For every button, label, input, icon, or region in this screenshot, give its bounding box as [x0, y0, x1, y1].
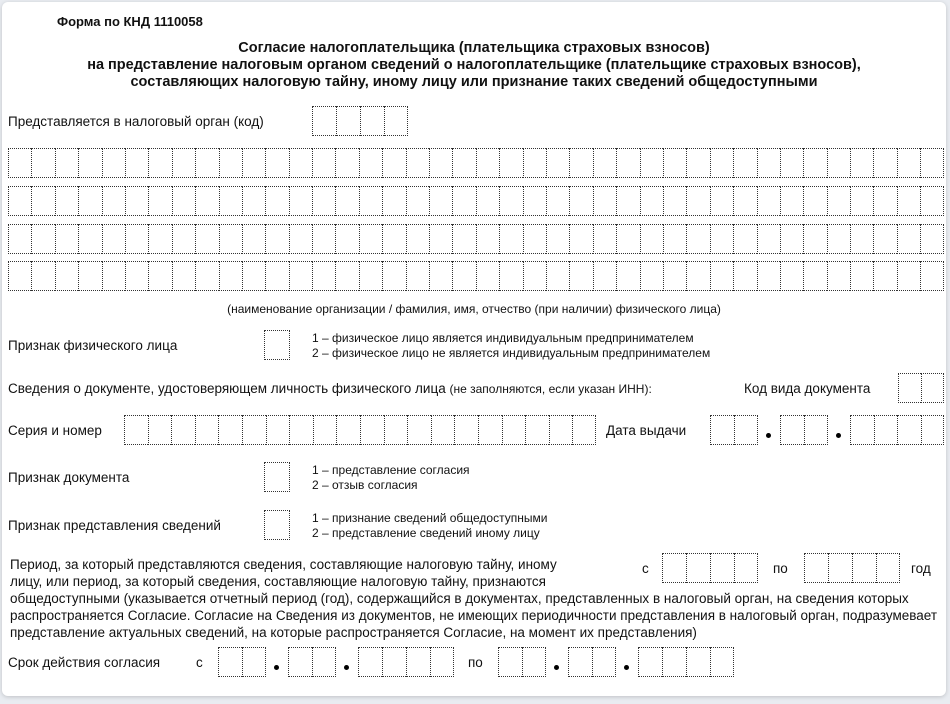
- input-cell[interactable]: [382, 261, 405, 291]
- input-cell[interactable]: [780, 148, 803, 178]
- input-cell[interactable]: [803, 261, 826, 291]
- input-cell[interactable]: [710, 647, 734, 677]
- input-cell[interactable]: [31, 148, 54, 178]
- input-cell[interactable]: [710, 553, 734, 583]
- input-cell[interactable]: [640, 148, 663, 178]
- input-cell[interactable]: [266, 415, 290, 445]
- input-cell[interactable]: [873, 186, 896, 216]
- validity-to-separator-1: [554, 665, 559, 670]
- input-cell[interactable]: [384, 415, 408, 445]
- input-cell[interactable]: [335, 224, 358, 254]
- input-cell[interactable]: [406, 224, 429, 254]
- input-cell[interactable]: [55, 148, 78, 178]
- input-cell[interactable]: [478, 415, 502, 445]
- input-cell[interactable]: [850, 415, 874, 445]
- validity-from-month[interactable]: [288, 647, 336, 677]
- input-cell[interactable]: [406, 261, 429, 291]
- individual-flag-field[interactable]: [264, 330, 290, 360]
- validity-from-label: с: [196, 655, 203, 670]
- input-cell[interactable]: [218, 415, 242, 445]
- input-cell[interactable]: [336, 415, 360, 445]
- input-cell[interactable]: [757, 224, 780, 254]
- input-cell[interactable]: [852, 553, 876, 583]
- input-cell[interactable]: [522, 647, 546, 677]
- input-cell[interactable]: [148, 148, 171, 178]
- input-cell[interactable]: [662, 553, 686, 583]
- input-cell[interactable]: [289, 261, 312, 291]
- input-cell[interactable]: [897, 148, 920, 178]
- input-cell[interactable]: [265, 148, 288, 178]
- input-cell[interactable]: [384, 106, 408, 136]
- input-cell[interactable]: [523, 186, 546, 216]
- org-name-caption: (наименование организации / фамилия, имя, отчество (при наличии) физического лица): [227, 302, 721, 316]
- input-cell[interactable]: [336, 106, 360, 136]
- input-cell[interactable]: [827, 261, 850, 291]
- input-cell[interactable]: [430, 647, 454, 677]
- input-cell[interactable]: [335, 261, 358, 291]
- input-cell[interactable]: [733, 261, 756, 291]
- input-cell[interactable]: [242, 186, 265, 216]
- input-cell[interactable]: [452, 148, 475, 178]
- series-number-field[interactable]: [124, 415, 596, 445]
- input-cell[interactable]: [55, 186, 78, 216]
- document-flag-option-1: 1 – представление согласия: [312, 463, 470, 477]
- validity-from-year[interactable]: [358, 647, 454, 677]
- input-cell[interactable]: [710, 186, 733, 216]
- input-cell[interactable]: [827, 148, 850, 178]
- input-cell[interactable]: [593, 186, 616, 216]
- org-name-row-2[interactable]: [8, 186, 944, 216]
- period-text-rest: общедоступными (указывается отчетный период (год), содержащийся в документах, представленных в налоговый орган, на сведения которых распространяется Согласие. Согласие на Сведения из документов, не имеющих периодичности представления в налоговый орган, подразумевает представление актуальных сведений, на которые распространяется Согласие, на момент их представления): [10, 591, 938, 640]
- input-cell[interactable]: [8, 224, 31, 254]
- input-cell[interactable]: [148, 186, 171, 216]
- tax-authority-label: Представляется в налоговый орган (код): [8, 114, 264, 129]
- input-cell[interactable]: [148, 224, 171, 254]
- input-cell[interactable]: [289, 415, 313, 445]
- input-cell[interactable]: [568, 647, 592, 677]
- input-cell[interactable]: [431, 415, 455, 445]
- disclosure-flag-field[interactable]: [264, 510, 290, 540]
- period-to-label: по: [773, 561, 788, 576]
- input-cell[interactable]: [616, 261, 639, 291]
- input-cell[interactable]: [102, 148, 125, 178]
- identity-doc-note: (не заполняются, если указан ИНН):: [449, 382, 652, 396]
- input-cell[interactable]: [827, 224, 850, 254]
- input-cell[interactable]: [686, 553, 710, 583]
- input-cell[interactable]: [172, 186, 195, 216]
- issue-date-month[interactable]: [780, 415, 828, 445]
- input-cell[interactable]: [920, 261, 943, 291]
- input-cell[interactable]: [734, 415, 758, 445]
- input-cell[interactable]: [757, 261, 780, 291]
- input-cell[interactable]: [429, 186, 452, 216]
- input-cell[interactable]: [264, 330, 290, 360]
- input-cell[interactable]: [219, 186, 242, 216]
- input-cell[interactable]: [898, 373, 921, 403]
- input-cell[interactable]: [803, 148, 826, 178]
- input-cell[interactable]: [663, 186, 686, 216]
- input-cell[interactable]: [476, 261, 499, 291]
- input-cell[interactable]: [219, 148, 242, 178]
- input-cell[interactable]: [78, 224, 101, 254]
- input-cell[interactable]: [920, 224, 943, 254]
- input-cell[interactable]: [172, 224, 195, 254]
- input-cell[interactable]: [288, 647, 312, 677]
- input-cell[interactable]: [406, 148, 429, 178]
- input-cell[interactable]: [476, 148, 499, 178]
- input-cell[interactable]: [592, 647, 616, 677]
- validity-label: Срок действия согласия: [8, 655, 161, 670]
- input-cell[interactable]: [335, 186, 358, 216]
- input-cell[interactable]: [828, 553, 852, 583]
- org-name-row-4[interactable]: [8, 261, 944, 291]
- input-cell[interactable]: [827, 186, 850, 216]
- input-cell[interactable]: [569, 261, 592, 291]
- input-cell[interactable]: [733, 224, 756, 254]
- individual-flag-label: Признак физического лица: [8, 338, 178, 353]
- input-cell[interactable]: [502, 415, 526, 445]
- input-cell[interactable]: [452, 261, 475, 291]
- period-text-line-2: лицу, или период, за который сведения, составляющие налоговую тайну, признаются: [10, 574, 546, 589]
- input-cell[interactable]: [125, 224, 148, 254]
- input-cell[interactable]: [850, 261, 873, 291]
- input-cell[interactable]: [569, 148, 592, 178]
- input-cell[interactable]: [195, 186, 218, 216]
- input-cell[interactable]: [382, 224, 405, 254]
- input-cell[interactable]: [523, 148, 546, 178]
- individual-flag-option-2: 2 – физическое лицо не является индивидуальным предпринимателем: [312, 346, 711, 360]
- form-code: Форма по КНД 1110058: [57, 14, 203, 29]
- input-cell[interactable]: [850, 186, 873, 216]
- input-cell[interactable]: [921, 415, 945, 445]
- input-cell[interactable]: [803, 224, 826, 254]
- input-cell[interactable]: [640, 261, 663, 291]
- input-cell[interactable]: [920, 186, 943, 216]
- input-cell[interactable]: [406, 186, 429, 216]
- input-cell[interactable]: [616, 148, 639, 178]
- period-from-year-field[interactable]: [662, 553, 758, 583]
- input-cell[interactable]: [195, 261, 218, 291]
- input-cell[interactable]: [78, 186, 101, 216]
- input-cell[interactable]: [686, 148, 709, 178]
- period-year-label: год: [911, 561, 931, 576]
- input-cell[interactable]: [546, 224, 569, 254]
- input-cell[interactable]: [242, 415, 266, 445]
- input-cell[interactable]: [662, 647, 686, 677]
- identity-doc-label-text: Сведения о документе, удостоверяющем личность физического лица: [8, 381, 446, 396]
- input-cell[interactable]: [499, 148, 522, 178]
- input-cell[interactable]: [499, 261, 522, 291]
- input-cell[interactable]: [593, 148, 616, 178]
- input-cell[interactable]: [358, 647, 382, 677]
- input-cell[interactable]: [452, 186, 475, 216]
- input-cell[interactable]: [289, 186, 312, 216]
- input-cell[interactable]: [264, 462, 290, 492]
- input-cell[interactable]: [803, 186, 826, 216]
- document-flag-option-2: 2 – отзыв согласия: [312, 478, 418, 492]
- form-sheet: [2, 2, 946, 696]
- period-description: [10, 556, 940, 641]
- input-cell[interactable]: [359, 186, 382, 216]
- input-cell[interactable]: [780, 261, 803, 291]
- input-cell[interactable]: [616, 186, 639, 216]
- input-cell[interactable]: [8, 261, 31, 291]
- input-cell[interactable]: [195, 415, 219, 445]
- input-cell[interactable]: [335, 148, 358, 178]
- input-cell[interactable]: [264, 510, 290, 540]
- input-cell[interactable]: [429, 261, 452, 291]
- input-cell[interactable]: [359, 148, 382, 178]
- input-cell[interactable]: [102, 186, 125, 216]
- input-cell[interactable]: [499, 224, 522, 254]
- input-cell[interactable]: [454, 415, 478, 445]
- input-cell[interactable]: [710, 415, 734, 445]
- input-cell[interactable]: [525, 415, 549, 445]
- input-cell[interactable]: [476, 224, 499, 254]
- input-cell[interactable]: [850, 148, 873, 178]
- input-cell[interactable]: [382, 148, 405, 178]
- input-cell[interactable]: [499, 186, 522, 216]
- input-cell[interactable]: [171, 415, 195, 445]
- org-name-row-1[interactable]: [8, 148, 944, 178]
- input-cell[interactable]: [638, 647, 662, 677]
- input-cell[interactable]: [663, 148, 686, 178]
- input-cell[interactable]: [312, 106, 336, 136]
- org-name-row-3[interactable]: [8, 224, 944, 254]
- input-cell[interactable]: [406, 647, 430, 677]
- input-cell[interactable]: [804, 553, 828, 583]
- input-cell[interactable]: [733, 148, 756, 178]
- input-cell[interactable]: [710, 148, 733, 178]
- input-cell[interactable]: [218, 647, 242, 677]
- input-cell[interactable]: [569, 186, 592, 216]
- input-cell[interactable]: [125, 261, 148, 291]
- validity-to-separator-2: [624, 665, 629, 670]
- input-cell[interactable]: [476, 186, 499, 216]
- input-cell[interactable]: [55, 224, 78, 254]
- input-cell[interactable]: [219, 224, 242, 254]
- input-cell[interactable]: [593, 261, 616, 291]
- input-cell[interactable]: [686, 647, 710, 677]
- input-cell[interactable]: [429, 148, 452, 178]
- title-line-3: составляющих налоговую тайну, иному лицу или признание таких сведений общедоступными: [130, 74, 818, 90]
- input-cell[interactable]: [873, 148, 896, 178]
- disclosure-flag-options: [312, 511, 547, 541]
- input-cell[interactable]: [546, 186, 569, 216]
- input-cell[interactable]: [125, 148, 148, 178]
- title-line-2: на представление налоговым органом сведений о налогоплательщике (плательщике страховых взносов),: [87, 57, 861, 73]
- input-cell[interactable]: [780, 224, 803, 254]
- input-cell[interactable]: [360, 106, 384, 136]
- input-cell[interactable]: [312, 148, 335, 178]
- individual-flag-option-1: 1 – физическое лицо является индивидуальным предпринимателем: [312, 331, 694, 345]
- validity-to-year[interactable]: [638, 647, 734, 677]
- validity-from-separator-2: [344, 665, 349, 670]
- disclosure-flag-label: Признак представления сведений: [8, 518, 221, 533]
- input-cell[interactable]: [78, 261, 101, 291]
- input-cell[interactable]: [523, 224, 546, 254]
- input-cell[interactable]: [873, 224, 896, 254]
- input-cell[interactable]: [242, 261, 265, 291]
- issue-date-separator-2: [836, 433, 841, 438]
- document-flag-options: [312, 463, 470, 493]
- input-cell[interactable]: [359, 261, 382, 291]
- input-cell[interactable]: [124, 415, 148, 445]
- input-cell[interactable]: [593, 224, 616, 254]
- doc-type-field[interactable]: [898, 373, 944, 403]
- input-cell[interactable]: [31, 186, 54, 216]
- input-cell[interactable]: [546, 148, 569, 178]
- validity-from-day[interactable]: [218, 647, 266, 677]
- issue-date-separator-1: [766, 433, 771, 438]
- input-cell[interactable]: [710, 261, 733, 291]
- input-cell[interactable]: [549, 415, 573, 445]
- input-cell[interactable]: [897, 261, 920, 291]
- input-cell[interactable]: [242, 148, 265, 178]
- input-cell[interactable]: [686, 224, 709, 254]
- input-cell[interactable]: [219, 261, 242, 291]
- validity-to-day[interactable]: [498, 647, 546, 677]
- input-cell[interactable]: [686, 186, 709, 216]
- input-cell[interactable]: [148, 415, 172, 445]
- input-cell[interactable]: [195, 224, 218, 254]
- input-cell[interactable]: [920, 148, 943, 178]
- disclosure-flag-option-1: 1 – признание сведений общедоступными: [312, 511, 548, 525]
- individual-flag-options: [312, 331, 710, 361]
- input-cell[interactable]: [102, 261, 125, 291]
- input-cell[interactable]: [382, 647, 406, 677]
- input-cell[interactable]: [312, 647, 336, 677]
- input-cell[interactable]: [8, 148, 31, 178]
- form-title: [2, 40, 946, 91]
- input-cell[interactable]: [312, 261, 335, 291]
- issue-date-day[interactable]: [710, 415, 758, 445]
- input-cell[interactable]: [640, 224, 663, 254]
- input-cell[interactable]: [897, 224, 920, 254]
- input-cell[interactable]: [757, 148, 780, 178]
- document-flag-field[interactable]: [264, 462, 290, 492]
- input-cell[interactable]: [382, 186, 405, 216]
- input-cell[interactable]: [523, 261, 546, 291]
- input-cell[interactable]: [359, 224, 382, 254]
- validity-from-separator-1: [274, 665, 279, 670]
- input-cell[interactable]: [897, 186, 920, 216]
- input-cell[interactable]: [710, 224, 733, 254]
- identity-doc-label: [8, 381, 652, 396]
- input-cell[interactable]: [874, 415, 898, 445]
- input-cell[interactable]: [265, 186, 288, 216]
- input-cell[interactable]: [242, 224, 265, 254]
- validity-to-label: по: [468, 655, 483, 670]
- input-cell[interactable]: [407, 415, 431, 445]
- input-cell[interactable]: [546, 261, 569, 291]
- input-cell[interactable]: [265, 224, 288, 254]
- input-cell[interactable]: [616, 224, 639, 254]
- input-cell[interactable]: [686, 261, 709, 291]
- input-cell[interactable]: [569, 224, 592, 254]
- period-text-line-1: Период, за который представляются сведения, составляющие налоговую тайну, иному: [10, 557, 557, 572]
- input-cell[interactable]: [850, 224, 873, 254]
- input-cell[interactable]: [452, 224, 475, 254]
- input-cell[interactable]: [8, 186, 31, 216]
- input-cell[interactable]: [757, 186, 780, 216]
- input-cell[interactable]: [780, 186, 803, 216]
- input-cell[interactable]: [312, 224, 335, 254]
- input-cell[interactable]: [55, 261, 78, 291]
- period-to-year-field[interactable]: [804, 553, 900, 583]
- input-cell[interactable]: [804, 415, 828, 445]
- input-cell[interactable]: [897, 415, 921, 445]
- series-number-label: Серия и номер: [8, 423, 102, 438]
- input-cell[interactable]: [663, 224, 686, 254]
- input-cell[interactable]: [172, 261, 195, 291]
- input-cell[interactable]: [429, 224, 452, 254]
- input-cell[interactable]: [289, 148, 312, 178]
- input-cell[interactable]: [31, 261, 54, 291]
- tax-authority-code-field[interactable]: [312, 106, 408, 136]
- period-from-label: с: [642, 561, 649, 576]
- input-cell[interactable]: [873, 261, 896, 291]
- validity-to-month[interactable]: [568, 647, 616, 677]
- input-cell[interactable]: [498, 647, 522, 677]
- input-cell[interactable]: [734, 553, 758, 583]
- input-cell[interactable]: [102, 224, 125, 254]
- input-cell[interactable]: [242, 647, 266, 677]
- issue-date-year[interactable]: [850, 415, 944, 445]
- input-cell[interactable]: [663, 261, 686, 291]
- input-cell[interactable]: [172, 148, 195, 178]
- input-cell[interactable]: [733, 186, 756, 216]
- input-cell[interactable]: [125, 186, 148, 216]
- input-cell[interactable]: [876, 553, 900, 583]
- input-cell[interactable]: [780, 415, 804, 445]
- disclosure-flag-option-2: 2 – представление сведений иному лицу: [312, 526, 540, 540]
- input-cell[interactable]: [921, 373, 944, 403]
- input-cell[interactable]: [148, 261, 171, 291]
- input-cell[interactable]: [265, 261, 288, 291]
- input-cell[interactable]: [572, 415, 596, 445]
- input-cell[interactable]: [313, 415, 337, 445]
- title-line-1: Согласие налогоплательщика (плательщика страховых взносов): [238, 40, 710, 56]
- input-cell[interactable]: [360, 415, 384, 445]
- input-cell[interactable]: [312, 186, 335, 216]
- input-cell[interactable]: [289, 224, 312, 254]
- input-cell[interactable]: [78, 148, 101, 178]
- issue-date-label: Дата выдачи: [606, 423, 687, 438]
- input-cell[interactable]: [640, 186, 663, 216]
- input-cell[interactable]: [195, 148, 218, 178]
- doc-type-label: Код вида документа: [744, 381, 871, 396]
- document-flag-label: Признак документа: [8, 470, 130, 485]
- input-cell[interactable]: [31, 224, 54, 254]
